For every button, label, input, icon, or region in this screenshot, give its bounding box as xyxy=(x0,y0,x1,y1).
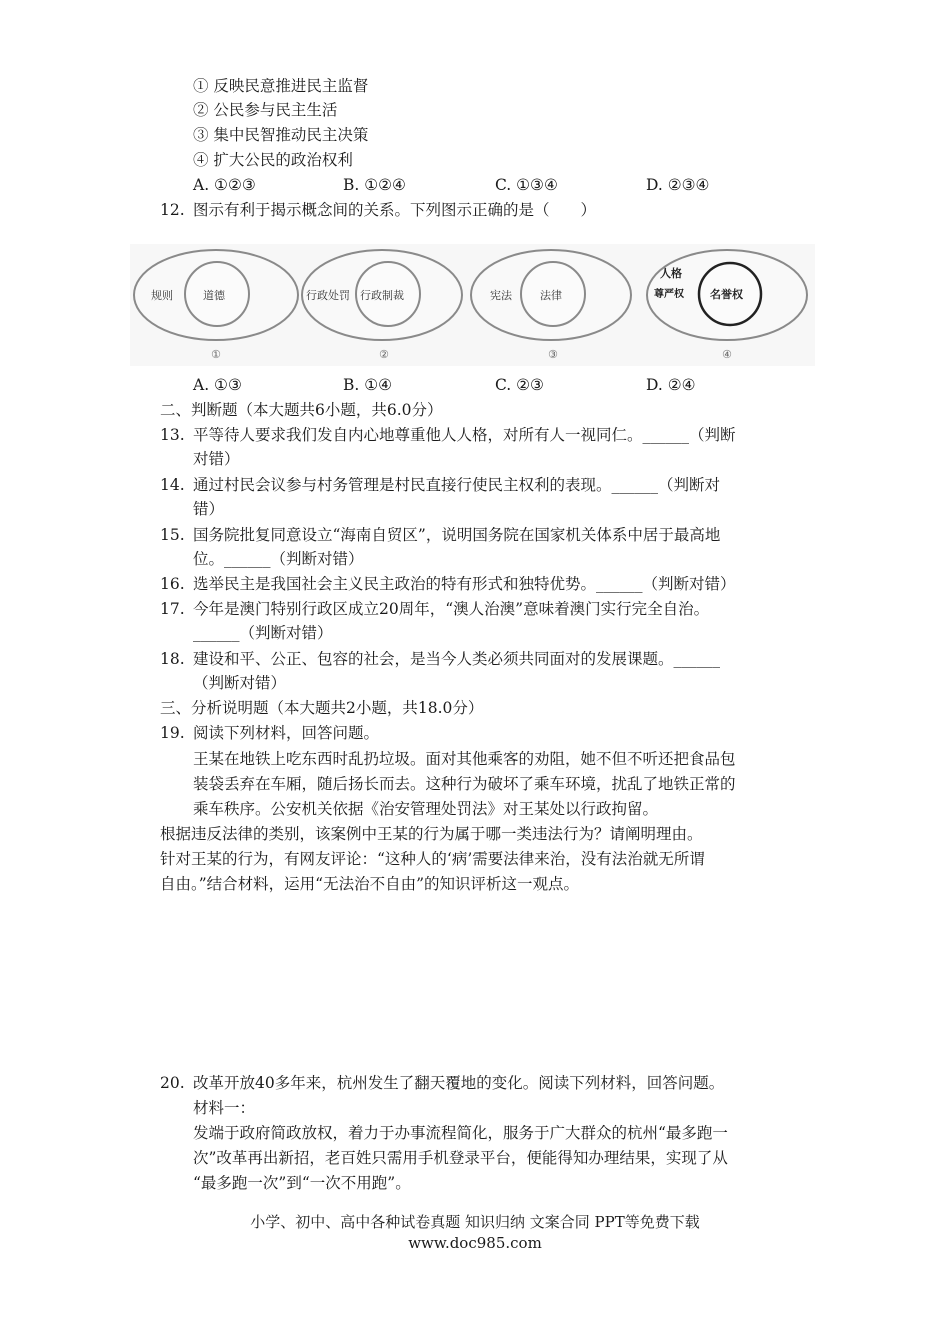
q16-number: 16. xyxy=(160,575,185,593)
diagram-4-label: ④ xyxy=(722,348,732,361)
q11-item-1: ① 反映民意推进民主监督 xyxy=(193,77,369,95)
q14-line-2: 错） xyxy=(193,500,225,518)
q17-line-1: 今年是澳门特别行政区成立20周年，“澳人治澳”意味着澳门实行完全自治。 xyxy=(193,600,710,618)
q12-option-b: B. ①④ xyxy=(343,376,393,394)
q17-line-2: ______（判断对错） xyxy=(193,624,333,642)
q12-stem: 图示有利于揭示概念间的关系。下列图示正确的是（ ） xyxy=(193,201,597,219)
q15-line-1: 国务院批复同意设立“海南自贸区”，说明国务院在国家机关体系中居于最高地 xyxy=(193,526,721,544)
q19-question-1: 根据违反法律的类别，该案例中王某的行为属于哪一类违法行为？请阐明理由。 xyxy=(160,825,703,843)
q20-material-1-title: 材料一： xyxy=(193,1099,256,1117)
diagram-3-inner: 法律 xyxy=(540,289,562,302)
diagram-4-inner: 名誉权 xyxy=(710,288,743,301)
q19-question-2-line-1: 针对王某的行为，有网友评论：“这种人的‘病’需要法律来治，没有法治就无所谓 xyxy=(160,850,705,868)
q20-material-1-line-1: 发端于政府简政放权，着力于办事流程简化，服务于广大群众的杭州“最多跑一 xyxy=(193,1124,728,1142)
diagram-3-outer: 宪法 xyxy=(490,289,512,302)
q12-option-d: D. ②④ xyxy=(646,376,696,394)
q14-line-1: 通过村民会议参与村务管理是村民直接行使民主权利的表现。______（判断对 xyxy=(193,476,721,494)
q11-option-d: D. ②③④ xyxy=(646,176,710,194)
q16-line-1: 选举民主是我国社会主义民主政治的特有形式和独特优势。______（判断对错） xyxy=(193,575,736,593)
section-3-heading: 三、分析说明题（本大题共2小题，共18.0分） xyxy=(160,699,484,717)
q12-option-a: A. ①③ xyxy=(193,376,242,394)
diagram-4-outer-line1: 人格 xyxy=(660,267,682,280)
q19-material-line-3: 乘车秩序。公安机关依据《治安管理处罚法》对王某处以行政拘留。 xyxy=(193,800,659,818)
q13-number: 13. xyxy=(160,426,185,444)
q19-material-line-1: 王某在地铁上吃东西时乱扔垃圾。面对其他乘客的劝阻，她不但不听还把食品包 xyxy=(193,750,736,768)
q11-item-3: ③ 集中民智推动民主决策 xyxy=(193,126,369,144)
concept-diagrams xyxy=(130,244,815,366)
footer-line-1: 小学、初中、高中各种试卷真题 知识归纳 文案合同 PPT等免费下载 xyxy=(250,1213,700,1231)
q11-option-c: C. ①③④ xyxy=(495,176,558,194)
q18-number: 18. xyxy=(160,650,185,668)
q20-stem: 改革开放40多年来，杭州发生了翻天覆地的变化。阅读下列材料，回答问题。 xyxy=(193,1074,725,1092)
diagram-4-outer-line2: 尊严权 xyxy=(654,289,684,300)
footer-url[interactable]: www.doc985.com xyxy=(408,1234,542,1252)
q12-option-c: C. ②③ xyxy=(495,376,544,394)
q17-number: 17. xyxy=(160,600,185,618)
diagram-2-label: ② xyxy=(379,348,389,361)
q20-material-1-line-2: 次”改革再出新招，老百姓只需用手机登录平台，便能得知办理结果，实现了从 xyxy=(193,1149,728,1167)
q11-option-a: A. ①②③ xyxy=(193,176,256,194)
q11-item-4: ④ 扩大公民的政治权利 xyxy=(193,151,353,169)
q20-material-1-line-3: “最多跑一次”到“一次不用跑”。 xyxy=(193,1174,411,1192)
q19-number: 19. xyxy=(160,724,185,742)
q19-material-line-2: 装袋丢弃在车厢，随后扬长而去。这种行为破坏了乘车环境，扰乱了地铁正常的 xyxy=(193,775,736,793)
diagram-2-inner: 行政制裁 xyxy=(360,289,404,302)
diagram-2-outer: 行政处罚 xyxy=(306,289,350,302)
diagram-3-label: ③ xyxy=(548,348,558,361)
q11-item-2: ② 公民参与民主生活 xyxy=(193,101,338,119)
diagram-1-outer: 规则 xyxy=(151,289,173,302)
q19-stem: 阅读下列材料，回答问题。 xyxy=(193,724,380,742)
q13-line-1: 平等待人要求我们发自内心地尊重他人人格，对所有人一视同仁。______（判断 xyxy=(193,426,736,444)
q20-number: 20. xyxy=(160,1074,185,1092)
q15-number: 15. xyxy=(160,526,185,544)
q14-number: 14. xyxy=(160,476,185,494)
q18-line-2: （判断对错） xyxy=(193,674,287,692)
diagram-1-label: ① xyxy=(211,348,221,361)
diagram-1-inner: 道德 xyxy=(203,289,225,302)
q11-option-b: B. ①②④ xyxy=(343,176,406,194)
q18-line-1: 建设和平、公正、包容的社会，是当今人类必须共同面对的发展课题。______ xyxy=(193,650,721,668)
q15-line-2: 位。______（判断对错） xyxy=(193,550,364,568)
q19-question-2-line-2: 自由。”结合材料，运用“无法治不自由”的知识评析这一观点。 xyxy=(160,875,580,893)
q13-line-2: 对错） xyxy=(193,450,240,468)
section-2-heading: 二、判断题（本大题共6小题，共6.0分） xyxy=(160,401,443,419)
q12-number: 12. xyxy=(160,201,185,219)
